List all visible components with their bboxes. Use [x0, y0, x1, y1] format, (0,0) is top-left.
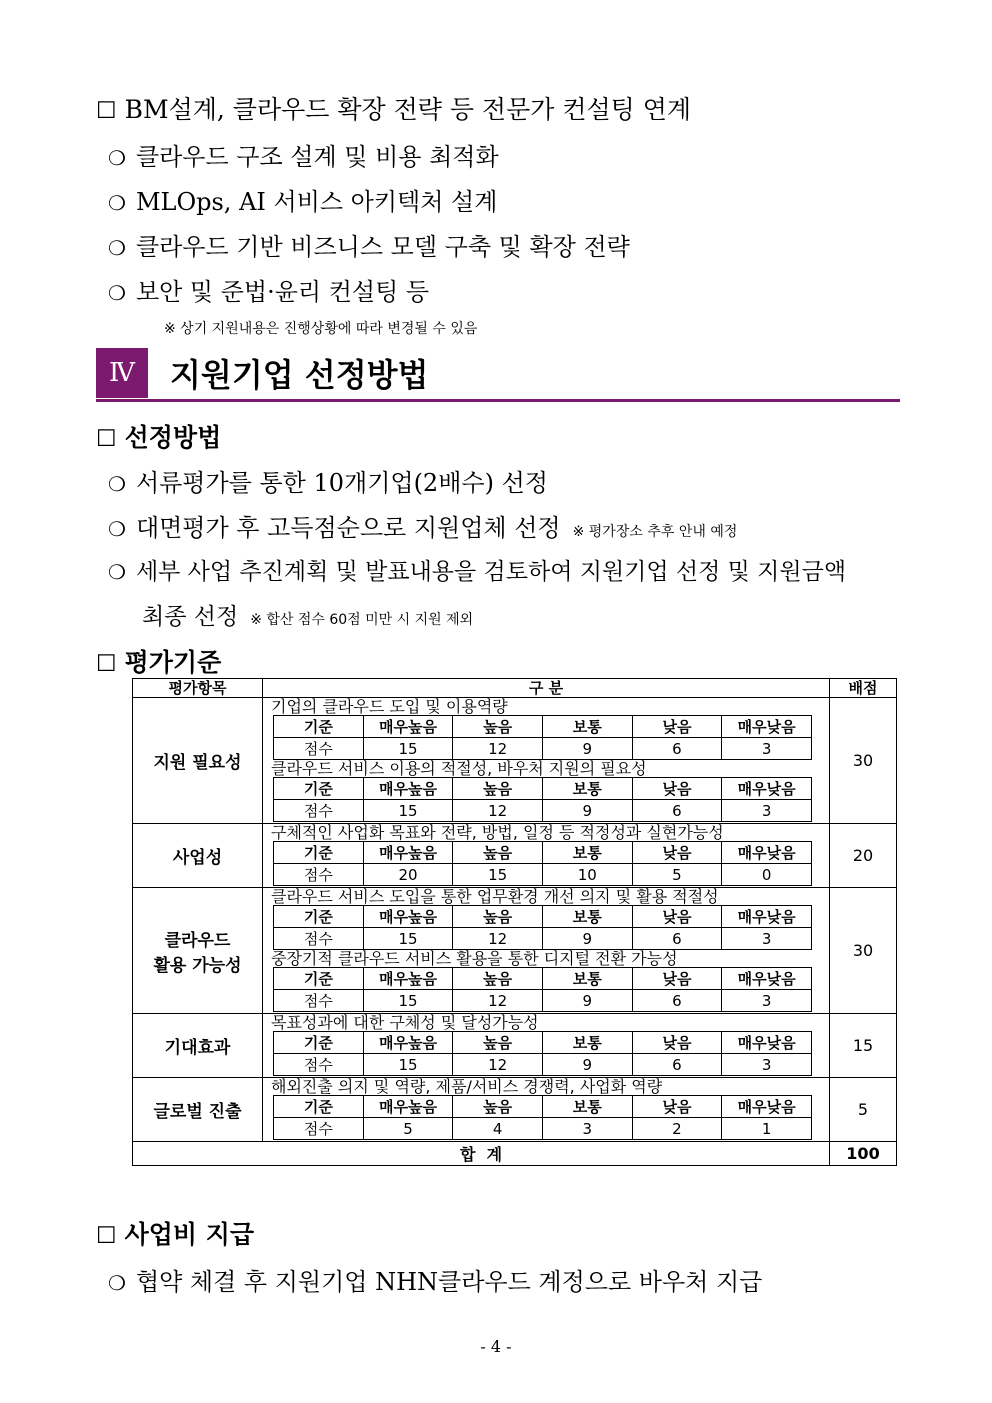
- score-level-label: 낮음: [632, 968, 722, 990]
- score-value: 15: [453, 864, 543, 886]
- score-value: 15: [363, 928, 453, 950]
- selection-item-text: 대면평가 후 고득점순으로 지원업체 선정: [135, 514, 561, 542]
- score-level-label: 보통: [542, 906, 632, 928]
- score-table: [273, 777, 812, 822]
- consulting-item-2: [108, 182, 497, 217]
- table-row: [133, 698, 897, 824]
- score-header-row: [274, 906, 812, 928]
- score-level-label: 보통: [542, 968, 632, 990]
- circle-bullet-icon: ❍: [108, 560, 126, 584]
- circle-bullet-icon: ❍: [108, 281, 126, 305]
- score-value: 12: [453, 1054, 543, 1076]
- score-row-label: 점수: [274, 738, 364, 760]
- category-label-line2: 활용 가능성: [153, 955, 242, 976]
- score-header-row: [274, 716, 812, 738]
- score-value: 6: [632, 1054, 722, 1076]
- score-value: 5: [363, 1118, 453, 1140]
- criteria-heading: [96, 643, 221, 679]
- score-row-label: 점수: [274, 1118, 364, 1140]
- score-row-label: 점수: [274, 864, 364, 886]
- score-value-row: [274, 800, 812, 822]
- score-header-row: [274, 968, 812, 990]
- score-level-label: 낮음: [632, 1096, 722, 1118]
- score-level-label: 기준: [274, 716, 364, 738]
- score-value: 12: [453, 928, 543, 950]
- score-value: 9: [542, 1054, 632, 1076]
- consulting-item-3: [108, 227, 630, 262]
- score-value-row: [274, 928, 812, 950]
- score-level-label: 기준: [274, 906, 364, 928]
- criteria-sub-title: 기업의 클라우드 도입 및 이용역량: [271, 697, 508, 716]
- score-table: [273, 715, 812, 760]
- score-value: 3: [722, 928, 812, 950]
- criteria-detail-cell: [263, 824, 830, 888]
- table-row: [133, 824, 897, 888]
- score-level-label: 낮음: [632, 842, 722, 864]
- score-value: 6: [632, 928, 722, 950]
- score-value-row: [274, 864, 812, 886]
- score-value: 10: [542, 864, 632, 886]
- score-value: 15: [363, 1054, 453, 1076]
- criteria-detail-cell: [263, 1014, 830, 1078]
- col-header-item: 평가항목: [133, 679, 263, 698]
- score-level-label: 낮음: [632, 1032, 722, 1054]
- selection-heading: [96, 418, 221, 454]
- selection-item-2: [108, 508, 737, 543]
- criteria-sub-title: 해외진출 의지 및 역량, 제품/서비스 경쟁력, 사업화 역량: [271, 1077, 663, 1096]
- selection-item-text: 최종 선정: [142, 604, 239, 630]
- score-value: 3: [722, 990, 812, 1012]
- consulting-item-4: [108, 272, 429, 307]
- score-header-row: [274, 842, 812, 864]
- score-level-label: 낮음: [632, 778, 722, 800]
- criteria-detail-cell: [263, 888, 830, 1014]
- criteria-category: [133, 824, 263, 888]
- score-value: 12: [453, 738, 543, 760]
- score-level-label: 기준: [274, 1032, 364, 1054]
- checkbox-square-icon: ☐: [96, 98, 117, 124]
- payment-item-text: 협약 체결 후 지원기업 NHN클라우드 계정으로 바우처 지급: [135, 1268, 763, 1296]
- score-level-label: 매우높음: [363, 906, 453, 928]
- checkbox-square-icon: ☐: [96, 651, 117, 677]
- score-value: 6: [632, 800, 722, 822]
- criteria-category: [133, 698, 263, 824]
- consulting-item-text: MLOps, AI 서비스 아키텍처 설계: [135, 188, 498, 216]
- score-value: 15: [363, 800, 453, 822]
- criteria-category: [133, 888, 263, 1014]
- score-value: 20: [363, 864, 453, 886]
- score-value: 3: [722, 1054, 812, 1076]
- score-value: 9: [542, 928, 632, 950]
- score-table: [273, 841, 812, 886]
- score-level-label: 기준: [274, 842, 364, 864]
- consulting-heading-text: BM설계, 클라우드 확장 전략 등 전문가 컨설팅 연계: [124, 95, 692, 124]
- selection-item-text: 세부 사업 추진계획 및 발표내용을 검토하여 지원기업 선정 및 지원금액: [135, 559, 847, 585]
- score-value: 6: [632, 990, 722, 1012]
- score-table: [273, 967, 812, 1012]
- section-title: 지원기업 선정방법: [170, 356, 429, 394]
- score-level-label: 매우높음: [363, 842, 453, 864]
- circle-bullet-icon: ❍: [108, 472, 126, 496]
- criteria-points: 5: [830, 1078, 897, 1142]
- selection-item-1: [108, 463, 548, 498]
- selection-item-note: ※ 합산 점수 60점 미만 시 지원 제외: [250, 612, 474, 628]
- score-header-row: [274, 778, 812, 800]
- score-value: 1: [722, 1118, 812, 1140]
- consulting-note: ※ 상기 지원내용은 진행상황에 따라 변경될 수 있음: [164, 321, 478, 337]
- category-label: 기대효과: [164, 1038, 231, 1058]
- selection-item-3-cont: [142, 598, 473, 631]
- checkbox-square-icon: ☐: [96, 426, 117, 452]
- payment-heading: [96, 1215, 254, 1251]
- score-level-label: 기준: [274, 968, 364, 990]
- criteria-sub-title: 목표성과에 대한 구체성 및 달성가능성: [271, 1013, 539, 1032]
- table-row: [133, 1014, 897, 1078]
- criteria-detail-cell: [263, 1078, 830, 1142]
- total-row: [133, 1142, 897, 1166]
- score-value: 2: [632, 1118, 722, 1140]
- score-value-row: [274, 1054, 812, 1076]
- score-value: 9: [542, 800, 632, 822]
- score-level-label: 매우높음: [363, 1096, 453, 1118]
- score-value: 0: [722, 864, 812, 886]
- table-header-row: [133, 679, 897, 698]
- col-header-division: 구 분: [263, 679, 830, 698]
- score-table: [273, 1095, 812, 1140]
- score-level-label: 매우낮음: [722, 1096, 812, 1118]
- score-level-label: 보통: [542, 1032, 632, 1054]
- score-row-label: 점수: [274, 990, 364, 1012]
- score-level-label: 높음: [453, 968, 543, 990]
- score-level-label: 매우높음: [363, 968, 453, 990]
- criteria-points: 15: [830, 1014, 897, 1078]
- circle-bullet-icon: ❍: [108, 191, 126, 215]
- score-table: [273, 905, 812, 950]
- criteria-detail-cell: [263, 698, 830, 824]
- score-level-label: 매우낮음: [722, 968, 812, 990]
- consulting-item-1: [108, 137, 499, 172]
- score-value-row: [274, 738, 812, 760]
- consulting-item-text: 클라우드 구조 설계 및 비용 최적화: [135, 143, 499, 171]
- score-row-label: 점수: [274, 928, 364, 950]
- score-level-label: 높음: [453, 716, 543, 738]
- score-value: 5: [632, 864, 722, 886]
- score-value: 4: [453, 1118, 543, 1140]
- score-level-label: 매우낮음: [722, 1032, 812, 1054]
- criteria-category: [133, 1014, 263, 1078]
- score-level-label: 매우높음: [363, 716, 453, 738]
- category-label: 지원 필요성: [153, 753, 242, 773]
- category-label-line1: 클라우드: [164, 930, 231, 951]
- score-value: 12: [453, 800, 543, 822]
- score-header-row: [274, 1032, 812, 1054]
- criteria-sub-title: 구체적인 사업화 목표와 전략, 방법, 일정 등 적정성과 실현가능성: [271, 823, 724, 842]
- evaluation-table: [132, 678, 897, 1166]
- score-row-label: 점수: [274, 1054, 364, 1076]
- score-value: 3: [722, 800, 812, 822]
- selection-item-3: [108, 553, 846, 586]
- category-label: 사업성: [172, 848, 223, 868]
- score-level-label: 보통: [542, 842, 632, 864]
- score-level-label: 매우높음: [363, 778, 453, 800]
- total-points: 100: [830, 1142, 897, 1166]
- score-table: [273, 1031, 812, 1076]
- category-label: 글로벌 진출: [153, 1102, 242, 1122]
- payment-heading-text: 사업비 지급: [124, 1220, 255, 1249]
- score-level-label: 보통: [542, 1096, 632, 1118]
- criteria-category: [133, 1078, 263, 1142]
- score-value: 6: [632, 738, 722, 760]
- score-level-label: 기준: [274, 778, 364, 800]
- score-level-label: 매우낮음: [722, 906, 812, 928]
- score-level-label: 매우낮음: [722, 842, 812, 864]
- criteria-heading-text: 평가기준: [124, 648, 222, 677]
- score-level-label: 기준: [274, 1096, 364, 1118]
- score-level-label: 높음: [453, 842, 543, 864]
- selection-heading-text: 선정방법: [124, 423, 222, 452]
- score-level-label: 보통: [542, 778, 632, 800]
- circle-bullet-icon: ❍: [108, 236, 126, 260]
- criteria-sub-title: 중장기적 클라우드 서비스 활용을 통한 디지털 전환 가능성: [271, 949, 678, 968]
- score-header-row: [274, 1096, 812, 1118]
- payment-item: [108, 1262, 762, 1297]
- score-value: 15: [363, 990, 453, 1012]
- criteria-points: 30: [830, 698, 897, 824]
- circle-bullet-icon: ❍: [108, 1271, 126, 1295]
- score-value: 9: [542, 990, 632, 1012]
- score-value: 12: [453, 990, 543, 1012]
- section-divider: [96, 399, 900, 402]
- criteria-points: 30: [830, 888, 897, 1014]
- score-value-row: [274, 1118, 812, 1140]
- section-number: Ⅳ: [96, 348, 148, 398]
- consulting-item-text: 클라우드 기반 비즈니스 모델 구축 및 확장 전략: [135, 233, 630, 261]
- total-label: 합 계: [133, 1142, 830, 1166]
- checkbox-square-icon: ☐: [96, 1223, 117, 1249]
- circle-bullet-icon: ❍: [108, 517, 126, 541]
- score-value: 3: [722, 738, 812, 760]
- score-level-label: 매우낮음: [722, 778, 812, 800]
- criteria-sub-title: 클라우드 서비스 도입을 통한 업무환경 개선 의지 및 활용 적절성: [271, 887, 719, 906]
- consulting-heading: [96, 90, 691, 126]
- score-level-label: 높음: [453, 906, 543, 928]
- col-header-points: 배점: [830, 679, 897, 698]
- table-row: [133, 888, 897, 1014]
- score-level-label: 높음: [453, 778, 543, 800]
- score-level-label: 매우낮음: [722, 716, 812, 738]
- score-level-label: 낮음: [632, 906, 722, 928]
- criteria-points: 20: [830, 824, 897, 888]
- criteria-sub-title: 클라우드 서비스 이용의 적절성, 바우처 지원의 필요성: [271, 759, 647, 778]
- score-level-label: 보통: [542, 716, 632, 738]
- circle-bullet-icon: ❍: [108, 146, 126, 170]
- score-value: 9: [542, 738, 632, 760]
- score-level-label: 높음: [453, 1032, 543, 1054]
- selection-item-note: ※ 평가장소 추후 안내 예정: [572, 524, 738, 540]
- selection-item-text: 서류평가를 통한 10개기업(2배수) 선정: [135, 469, 548, 497]
- score-level-label: 높음: [453, 1096, 543, 1118]
- score-value: 15: [363, 738, 453, 760]
- score-value-row: [274, 990, 812, 1012]
- score-value: 3: [542, 1118, 632, 1140]
- table-row: [133, 1078, 897, 1142]
- consulting-item-text: 보안 및 준법·윤리 컨설팅 등: [135, 278, 430, 306]
- score-level-label: 낮음: [632, 716, 722, 738]
- score-level-label: 매우높음: [363, 1032, 453, 1054]
- page-number: - 4 -: [480, 1337, 512, 1356]
- score-row-label: 점수: [274, 800, 364, 822]
